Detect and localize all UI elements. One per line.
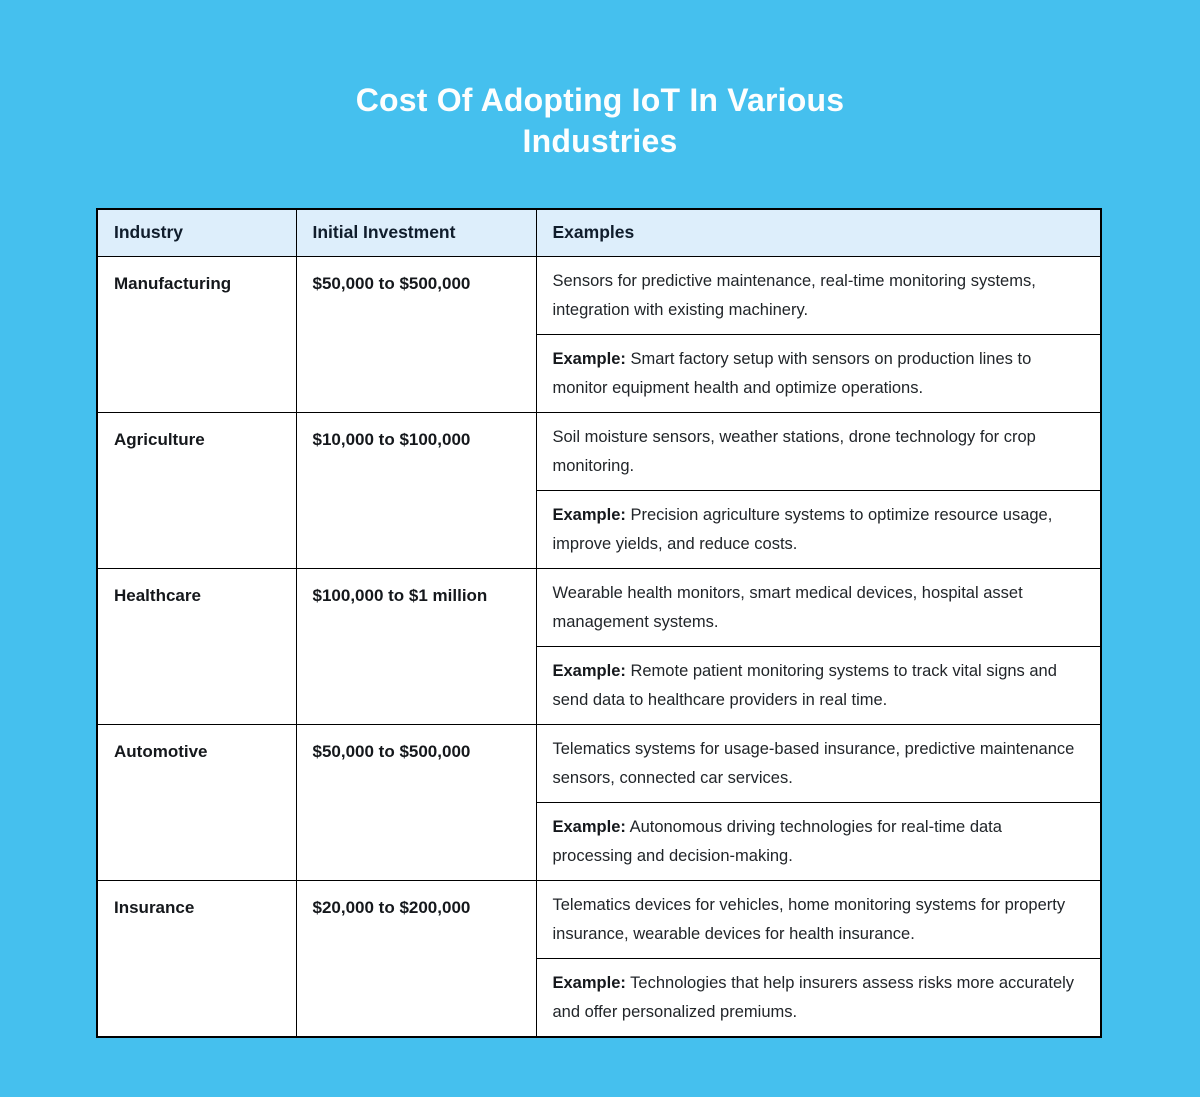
example-text: Remote patient monitoring systems to track vital signs and send data to healthcare providers in real time. — [552, 661, 1057, 709]
industry-cell: Automotive — [97, 724, 296, 880]
example-cell — [536, 646, 1101, 724]
example-cell — [536, 334, 1101, 412]
examples-description-cell: Sensors for predictive maintenance, real-time monitoring systems, integration with existing machinery. — [536, 256, 1101, 334]
example-label: Example: — [552, 661, 626, 680]
example-label: Example: — [552, 817, 626, 836]
examples-description-cell: Telematics systems for usage-based insurance, predictive maintenance sensors, connected car services. — [536, 724, 1101, 802]
example-text: Precision agriculture systems to optimize resource usage, improve yields, and reduce costs. — [552, 505, 1053, 553]
example-text: Smart factory setup with sensors on production lines to monitor equipment health and optimize operations. — [552, 349, 1032, 397]
example-text: Technologies that help insurers assess risks more accurately and offer personalized premiums. — [552, 973, 1075, 1021]
table-row — [97, 724, 1101, 802]
table-row — [97, 880, 1101, 958]
example-label: Example: — [552, 349, 626, 368]
investment-cell: $50,000 to $500,000 — [296, 724, 536, 880]
industry-cell: Agriculture — [97, 412, 296, 568]
examples-description-cell: Wearable health monitors, smart medical devices, hospital asset management systems. — [536, 568, 1101, 646]
investment-cell: $100,000 to $1 million — [296, 568, 536, 724]
example-cell — [536, 802, 1101, 880]
column-header-industry: Industry — [97, 209, 296, 256]
table-row — [97, 568, 1101, 646]
example-cell — [536, 958, 1101, 1037]
examples-description-cell: Soil moisture sensors, weather stations, drone technology for crop monitoring. — [536, 412, 1101, 490]
investment-cell: $10,000 to $100,000 — [296, 412, 536, 568]
page-title — [0, 0, 1200, 162]
investment-cell: $20,000 to $200,000 — [296, 880, 536, 1037]
investment-cell: $50,000 to $500,000 — [296, 256, 536, 412]
column-header-examples: Examples — [536, 209, 1101, 256]
page-title-line2: Industries — [522, 123, 678, 159]
industry-cell: Insurance — [97, 880, 296, 1037]
examples-description-cell: Telematics devices for vehicles, home monitoring systems for property insurance, wearable devices for health insurance. — [536, 880, 1101, 958]
industry-cell: Manufacturing — [97, 256, 296, 412]
table-row — [97, 412, 1101, 490]
example-cell — [536, 490, 1101, 568]
table-header-row — [97, 209, 1101, 256]
page-title-line1: Cost Of Adopting IoT In Various — [355, 82, 845, 118]
example-label: Example: — [552, 973, 626, 992]
example-text: Autonomous driving technologies for real-time data processing and decision-making. — [552, 817, 1002, 865]
table-row — [97, 256, 1101, 334]
column-header-initial-investment: Initial Investment — [296, 209, 536, 256]
industry-cell: Healthcare — [97, 568, 296, 724]
example-label: Example: — [552, 505, 626, 524]
iot-cost-table — [96, 208, 1102, 1038]
iot-cost-table-container — [96, 208, 1102, 1038]
